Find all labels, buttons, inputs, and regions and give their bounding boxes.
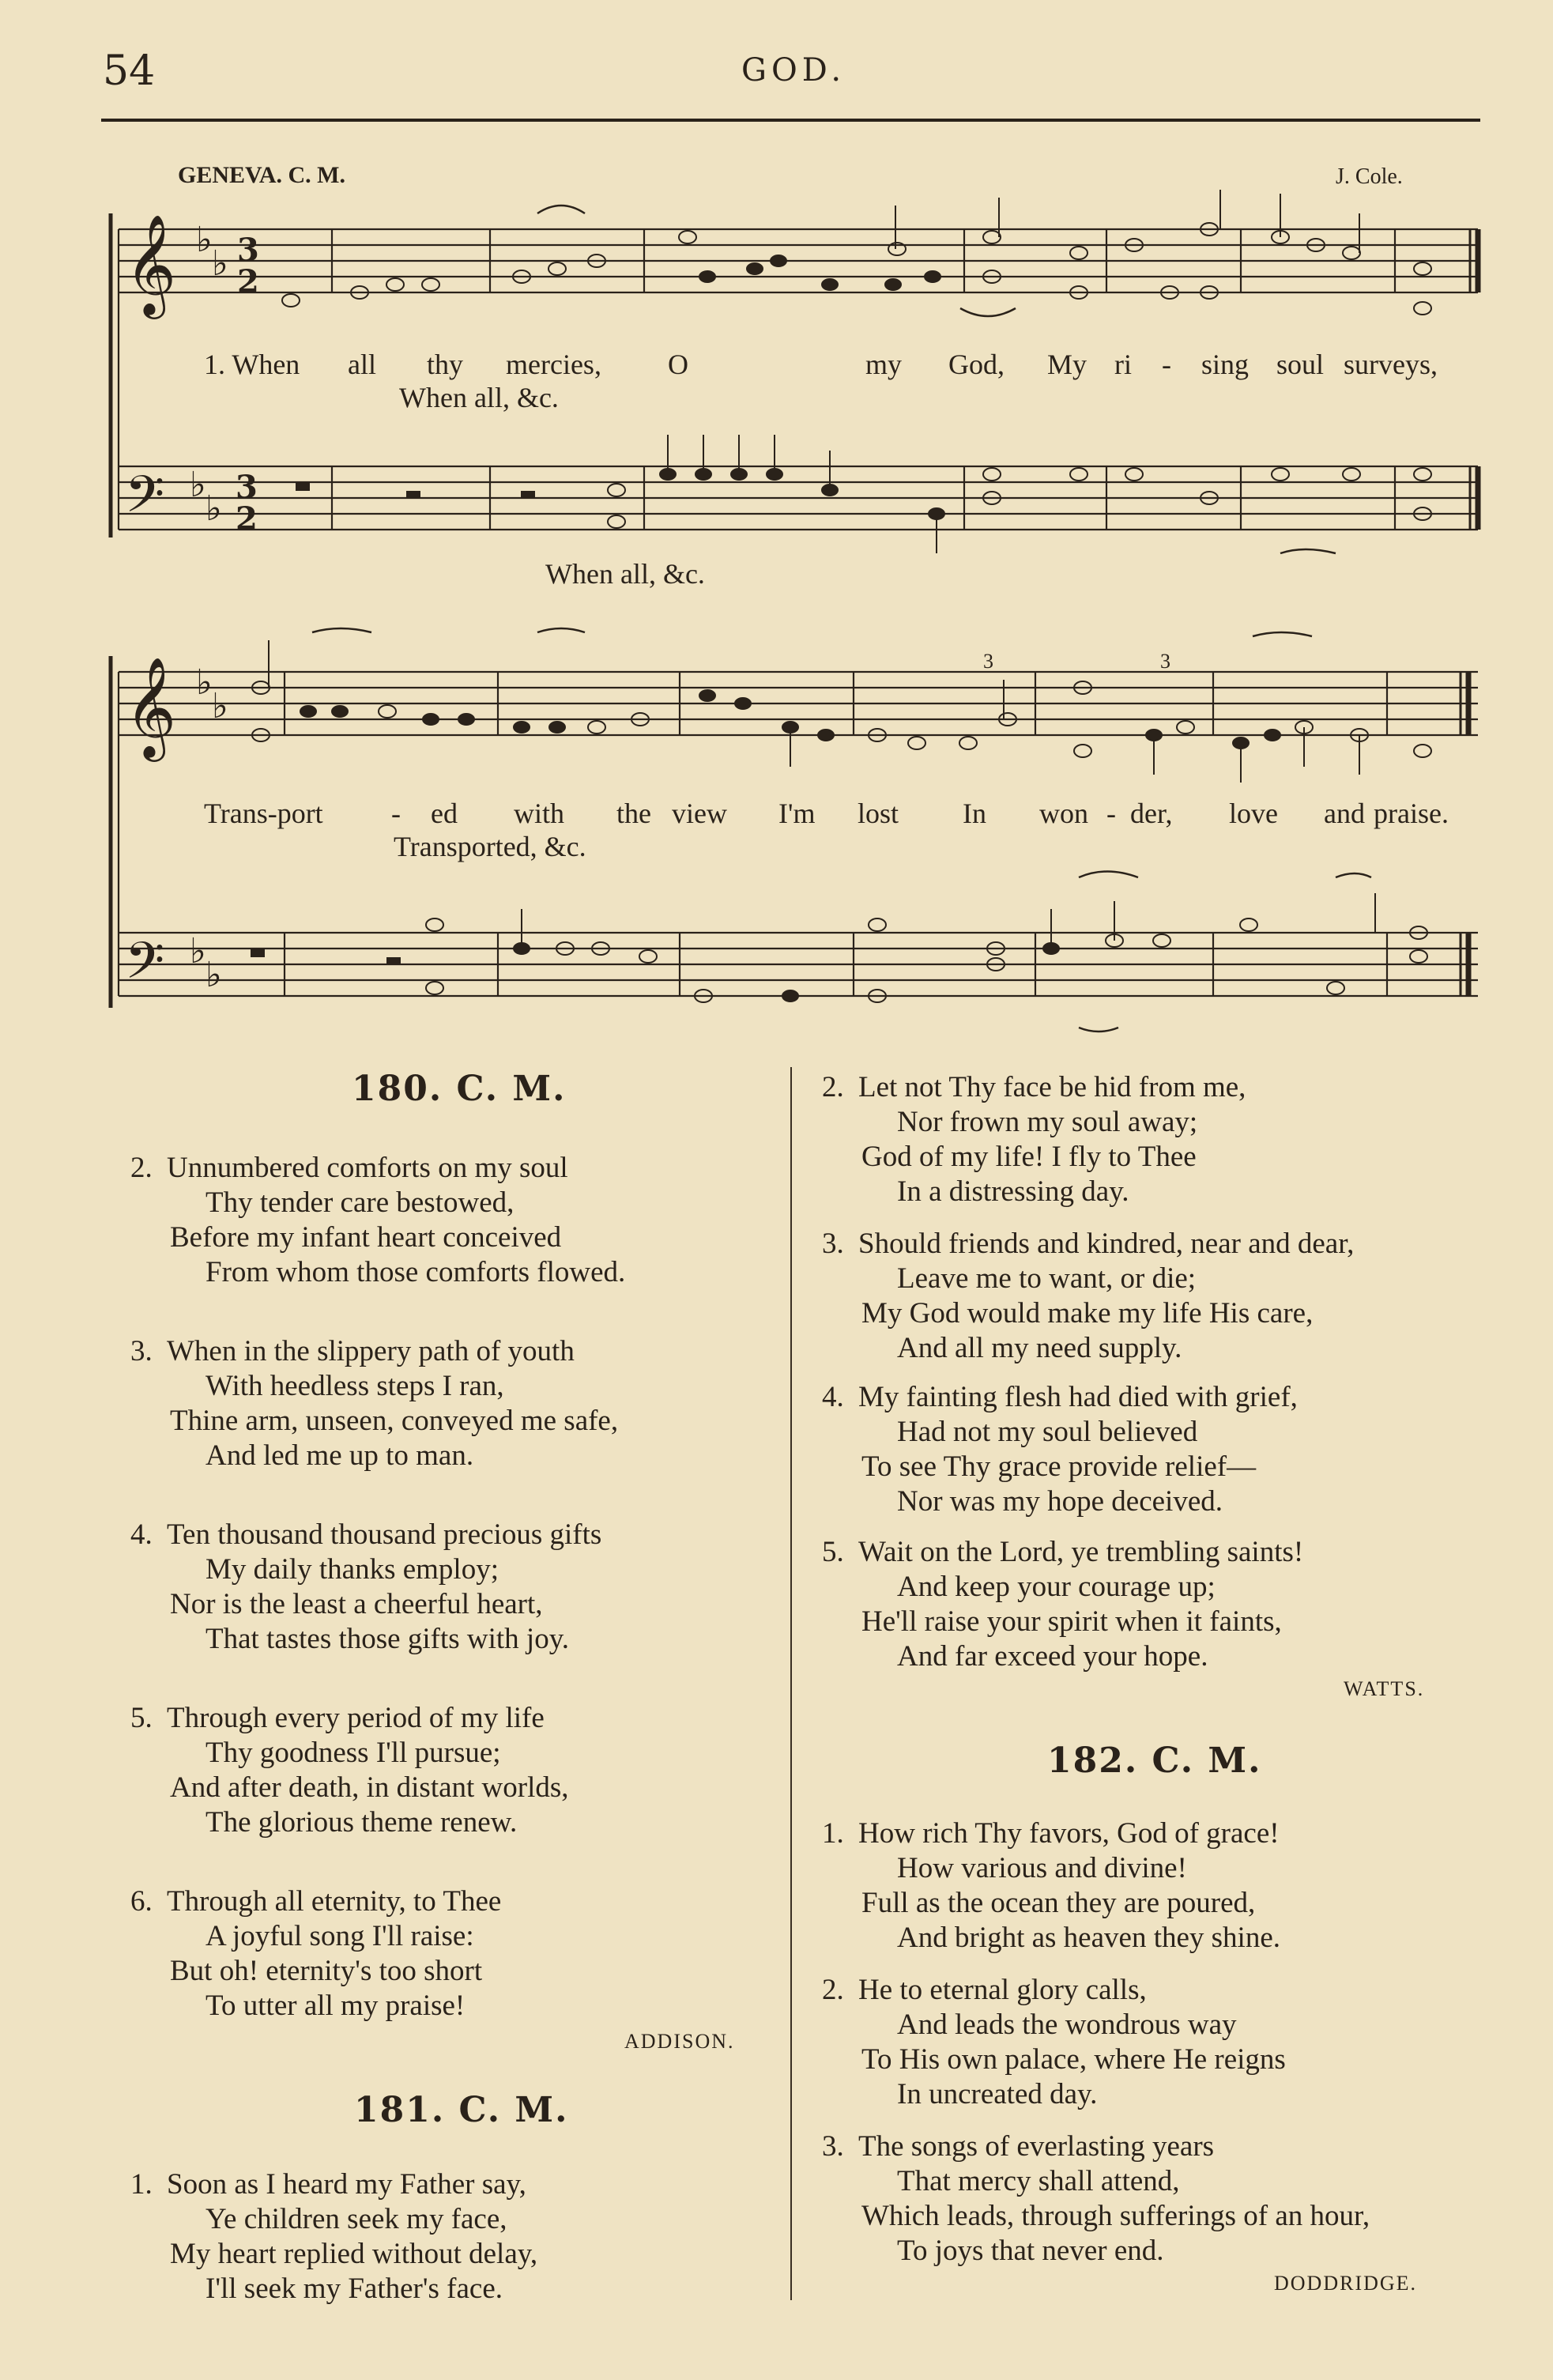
lyric-word: praise. (1374, 798, 1449, 829)
stanza-line: To joys that never end. (897, 2235, 1164, 2267)
stanza-line: And leads the wondrous way (897, 2008, 1237, 2041)
hymn-181-author: WATTS. (1344, 1677, 1425, 1700)
stanza-line: From whom those comforts flowed. (205, 1256, 626, 1288)
stanza-number: 4. (822, 1381, 844, 1413)
lyric-word: I'm (778, 798, 816, 829)
lyric-word: mercies, (506, 349, 601, 380)
svg-text:♭: ♭ (196, 662, 213, 703)
treble-clef-1: 𝄞 (125, 213, 177, 315)
stanza-line: A joyful song I'll raise: (205, 1920, 474, 1952)
hymn-180-stanza-2 (130, 1151, 625, 1290)
hymn-181-stanza-4 (822, 1380, 1298, 1519)
stanza-number: 3. (822, 1228, 844, 1260)
triplet-mark-1: 3 (983, 650, 993, 673)
lyric-word: - (1162, 349, 1171, 380)
stanza-line: Thy goodness I'll pursue; (205, 1737, 501, 1769)
stanza-line: The songs of everlasting years (858, 2130, 1215, 2163)
svg-text:2: 2 (236, 500, 258, 537)
stanza-line: When in the slippery path of youth (167, 1335, 575, 1367)
triplet-mark-2: 3 (1160, 650, 1170, 673)
stanza-line: My God would make my life His care, (861, 1297, 1314, 1330)
hymn-181-title: 181. C. M. (354, 2090, 569, 2130)
stanza-line: Thine arm, unseen, conveyed me safe, (170, 1405, 619, 1437)
svg-text:♭: ♭ (190, 931, 206, 971)
tune-name: GENEVA. C. M. (178, 162, 345, 188)
hymn-181-stanza-3 (822, 1227, 1354, 1366)
stanza-line: Thy tender care bestowed, (205, 1186, 515, 1219)
stanza-line: And all my need supply. (897, 1332, 1182, 1364)
lyric-word: with (514, 798, 565, 829)
hymn-180-stanza-5 (130, 1701, 569, 1840)
hymn-180-stanza-3 (130, 1334, 618, 1473)
music-score (0, 0, 1553, 1051)
hymn-182-author: DODDRIDGE. (1274, 2272, 1418, 2295)
lyric-word: God, (948, 349, 1005, 380)
stanza-line: Through all eternity, to Thee (167, 1885, 502, 1918)
svg-text:♭: ♭ (205, 488, 222, 529)
stanza-number: 2. (822, 1071, 844, 1103)
lyric-alt: When all, &c. (399, 382, 559, 413)
lyric-word: all (348, 349, 376, 380)
hymn-180-stanza-6 (130, 1884, 501, 2024)
svg-text:2: 2 (237, 263, 259, 300)
svg-text:♭: ♭ (212, 243, 228, 284)
lyric-word: lost (858, 798, 899, 829)
stanza-line: To see Thy grace provide relief— (861, 1450, 1257, 1483)
stanza-line: My heart replied without delay, (170, 2238, 538, 2270)
stanza-line: That tastes those gifts with joy. (205, 1623, 570, 1655)
lyric-word: ed (431, 798, 458, 829)
stanza-number: 5. (822, 1536, 844, 1568)
stanza-line: How various and divine! (897, 1852, 1187, 1884)
hymn-180-stanza-4 (130, 1518, 601, 1657)
hymn-182-title: 182. C. M. (1047, 1741, 1262, 1781)
stanza-number: 1. (130, 2168, 153, 2201)
stanza-line: But oh! eternity's too short (170, 1955, 483, 1987)
stanza-line: Before my infant heart conceived (170, 1221, 562, 1254)
stanza-line: To utter all my praise! (205, 1990, 466, 2022)
hymn-182-stanza-1 (822, 1816, 1280, 1956)
svg-text:3: 3 (236, 469, 258, 506)
stanza-line: Nor is the least a cheerful heart, (170, 1588, 543, 1620)
staff-bass-1 (119, 466, 1478, 530)
stanza-line: Leave me to want, or die; (897, 1262, 1197, 1295)
lyric-word: view (672, 798, 727, 829)
lyric-word: - (391, 798, 401, 829)
stanza-line: Through every period of my life (167, 1702, 545, 1734)
staff-treble-1 (119, 229, 1478, 292)
stanza-line: And led me up to man. (205, 1439, 474, 1472)
stanza-line: How rich Thy favors, God of grace! (858, 1817, 1280, 1850)
lyric-word: soul (1276, 349, 1325, 380)
stanza-line: To His own palace, where He reigns (861, 2043, 1286, 2076)
stanza-line: My fainting flesh had died with grief, (858, 1381, 1298, 1413)
svg-text:♭: ♭ (212, 686, 228, 726)
stanza-line: Let not Thy face be hid from me, (858, 1071, 1246, 1103)
hymn-182-stanza-3 (822, 2129, 1370, 2269)
stanza-line: Full as the ocean they are poured, (861, 1887, 1256, 1919)
stanza-line: And far exceed your hope. (897, 1640, 1208, 1673)
stanza-line: I'll seek my Father's face. (205, 2273, 503, 2305)
stanza-number: 2. (130, 1152, 153, 1184)
lyric-alt: Transported, &c. (394, 831, 586, 862)
column-divider (790, 1067, 792, 2300)
stanza-line: He to eternal glory calls, (858, 1974, 1147, 2006)
svg-text:3: 3 (237, 232, 259, 269)
hymn-181-stanza-1 (130, 2167, 537, 2306)
lyric-word: - (1106, 798, 1116, 829)
lyric-bass: When all, &c. (545, 558, 705, 590)
lyric-word: In (963, 798, 986, 829)
hymn-182-stanza-2 (822, 1973, 1286, 2112)
bass-clef-1: 𝄢 (125, 466, 165, 537)
stanza-line: Had not my soul believed (897, 1416, 1198, 1448)
lyric-word: 1. When (204, 349, 300, 380)
lyric-word: der, (1130, 798, 1173, 829)
svg-text:♭: ♭ (205, 955, 222, 995)
lyric-word: sing (1201, 349, 1250, 380)
stanza-line: That mercy shall attend, (897, 2165, 1180, 2197)
tune-composer: J. Cole. (1336, 164, 1403, 189)
hymn-180-author: ADDISON. (624, 2030, 735, 2053)
lyric-word: Trans-port (204, 798, 323, 829)
stanza-line: Wait on the Lord, ye trembling saints! (858, 1536, 1304, 1568)
stanza-line: And after death, in distant worlds, (170, 1771, 569, 1804)
lyric-word: love (1229, 798, 1278, 829)
stanza-line: Ten thousand thousand precious gifts (167, 1518, 602, 1551)
stanza-line: Nor frown my soul away; (897, 1106, 1198, 1138)
stanza-number: 3. (130, 1335, 153, 1367)
lyric-word: and (1324, 798, 1365, 829)
bass-clef-2: 𝄢 (125, 932, 165, 1003)
stanza-number: 5. (130, 1702, 153, 1734)
stanza-line: And bright as heaven they shine. (897, 1922, 1280, 1954)
stanza-line: The glorious theme renew. (205, 1806, 518, 1839)
lyric-word: thy (427, 349, 464, 380)
svg-text:♭: ♭ (196, 220, 213, 260)
lyric-word: my (865, 349, 903, 380)
treble-clef-2: 𝄞 (125, 656, 177, 757)
stanza-number: 2. (822, 1974, 844, 2006)
running-title: GOD. (741, 52, 846, 89)
stanza-line: Soon as I heard my Father say, (167, 2168, 526, 2201)
stanza-line: In uncreated day. (897, 2078, 1098, 2110)
stanza-line: God of my life! I fly to Thee (861, 1141, 1197, 1173)
stanza-line: Unnumbered comforts on my soul (167, 1152, 568, 1184)
lyric-word: O (668, 349, 688, 380)
stanza-line: He'll raise your spirit when it faints, (861, 1605, 1282, 1638)
stanza-number: 1. (822, 1817, 844, 1850)
lyric-word: won (1039, 798, 1088, 829)
lyric-word: surveys, (1344, 349, 1438, 380)
lyric-word: the (616, 798, 651, 829)
stanza-line: Ye children seek my face, (205, 2203, 507, 2235)
stanza-number: 3. (822, 2130, 844, 2163)
hymn-181-stanza-5 (822, 1535, 1303, 1674)
stanza-number: 6. (130, 1885, 153, 1918)
stanza-line: Should friends and kindred, near and dear, (858, 1228, 1355, 1260)
stanza-line: In a distressing day. (897, 1175, 1129, 1208)
hymn-180-title: 180. C. M. (352, 1069, 567, 1109)
stanza-number: 4. (130, 1518, 153, 1551)
svg-text:♭: ♭ (190, 465, 206, 505)
stanza-line: Nor was my hope deceived. (897, 1485, 1223, 1518)
staff-bass-2 (119, 933, 1478, 996)
page-number: 54 (103, 47, 156, 95)
lyric-word: My (1047, 349, 1087, 380)
stanza-line: Which leads, through sufferings of an hour, (861, 2200, 1370, 2232)
hymn-181-stanza-2 (822, 1070, 1246, 1209)
stanza-line: And keep your courage up; (897, 1571, 1216, 1603)
lyric-word: ri (1114, 349, 1132, 380)
stanza-line: With heedless steps I ran, (205, 1370, 504, 1402)
stanza-line: My daily thanks employ; (205, 1553, 499, 1586)
